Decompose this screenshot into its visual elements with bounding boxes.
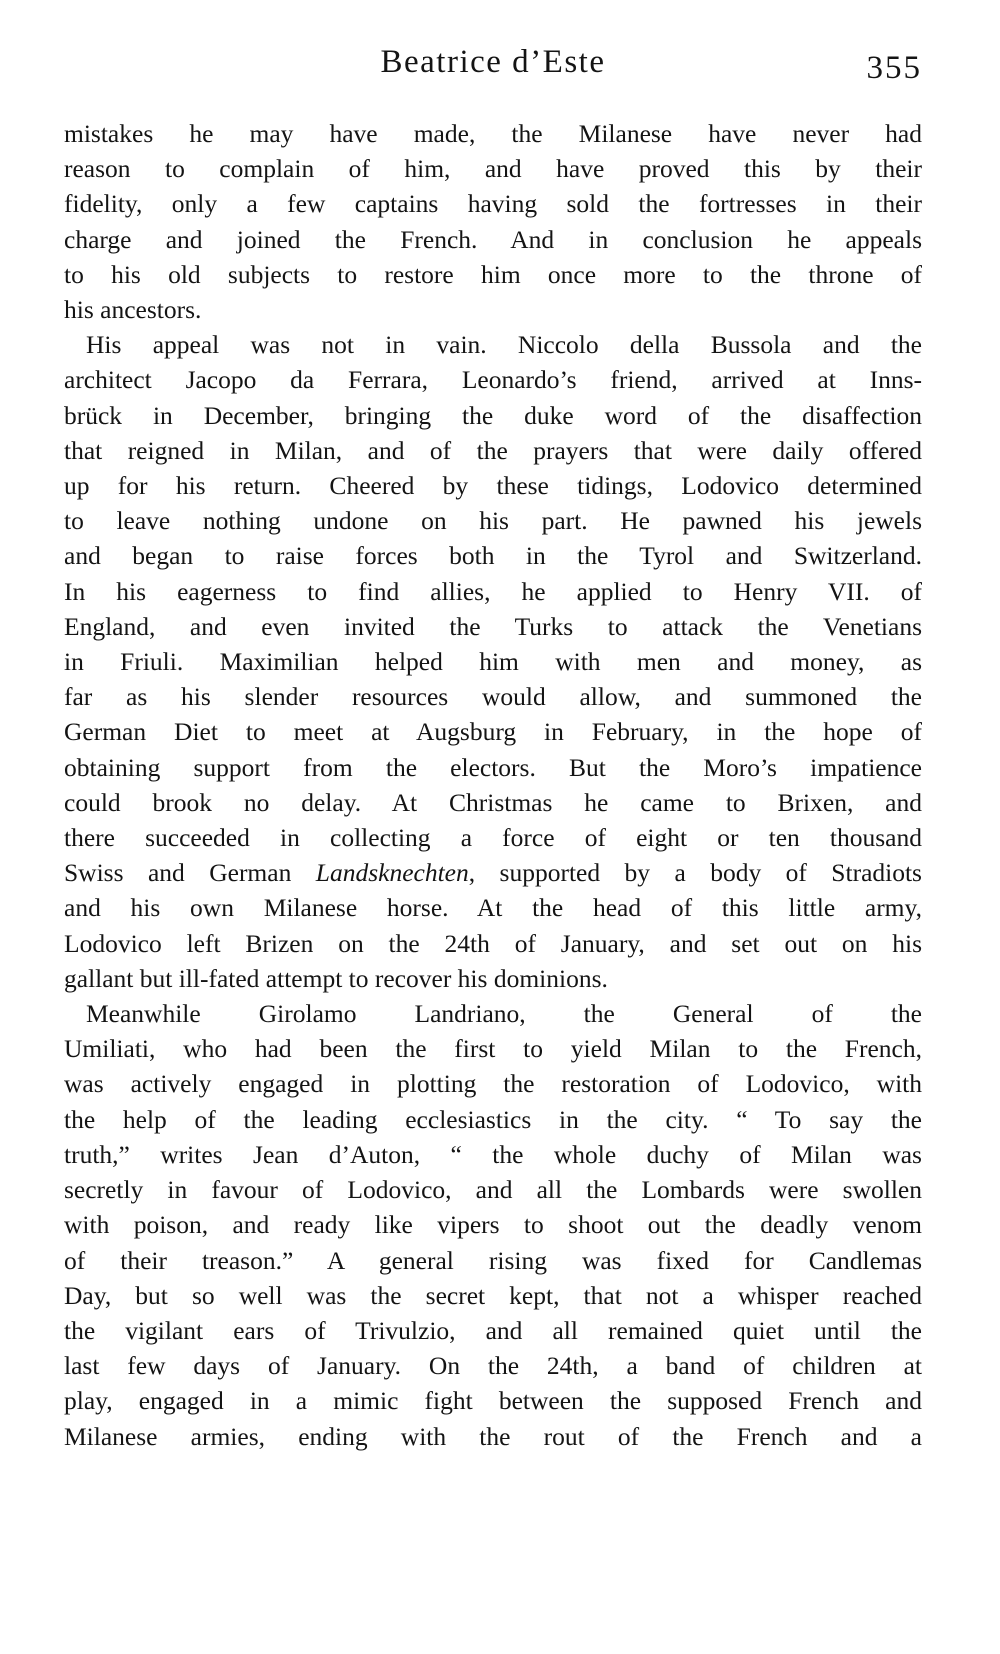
page-number: 355 [866,50,922,86]
text-line: truth,” writes Jean d’Auton, “ the whole duchy of Milan was [64,1139,922,1169]
text-line: In his eagerness to find allies, he applied to Henry VII. of [64,576,922,606]
paragraph-landriano [64,996,922,1454]
text-line: far as his slender resources would allow, and summoned the [64,682,922,712]
text-line: the vigilant ears of Trivulzio, and all remained quiet until the [64,1315,922,1345]
text-line: with poison, and ready like vipers to shoot out the deadly venom [64,1210,922,1240]
text-line: Umiliati, who had been the first to yield Milan to the French, [64,1034,922,1064]
text-line: the help of the leading ecclesiastics in the city. “ To say the [64,1104,922,1134]
text-line: up for his return. Cheered by these tidings, Lodovico determined [64,471,922,501]
italic-term: Landsknechten [315,858,469,888]
text-run: , supported by a body of Stradiots [468,858,922,888]
text-line: fidelity, only a few captains having sold the fortresses in their [64,189,922,219]
text-line [64,855,922,890]
text-line: brück in December, bringing the duke word of the disaffection [64,400,922,430]
text-line: secretly in favour of Lodovico, and all the Lombards were swollen [64,1175,922,1205]
text-line: was actively engaged in plotting the restoration of Lodovico, with [64,1069,922,1099]
body-text [64,116,922,1454]
text-run: Swiss and German [64,858,316,888]
text-line: and began to raise forces both in the Tyrol and Switzerland. [64,541,922,571]
text-line: His appeal was not in vain. Niccolo della Bussola and the [86,330,922,360]
text-line: and his own Milanese horse. At the head of this little army, [64,893,922,923]
text-line: Day, but so well was the secret kept, that not a whisper reached [64,1280,922,1310]
running-title: Beatrice d’Este [380,44,606,80]
text-line: Lodovico left Brizen on the 24th of January, and set out on his [64,928,922,958]
text-line: German Diet to meet at Augsburg in February, in the hope of [64,717,922,747]
text-line: there succeeded in collecting a force of eight or ten thousand [64,823,922,853]
running-head [64,44,922,94]
paragraph-appeal [64,327,922,996]
text-line: his ancestors. [64,295,202,325]
text-line: reason to complain of him, and have proved this by their [64,154,922,184]
text-line: gallant but ill-fated attempt to recover his dominions. [64,963,608,993]
text-line: to his old subjects to restore him once more to the throne of [64,259,922,289]
text-line: in Friuli. Maximilian helped him with men and money, as [64,647,922,677]
text-line: architect Jacopo da Ferrara, Leonardo’s friend, arrived at Inns- [64,365,922,395]
text-line: play, engaged in a mimic fight between the supposed French and [64,1386,922,1416]
text-line: mistakes he may have made, the Milanese have never had [64,119,922,148]
text-line: that reigned in Milan, and of the prayers that were daily offered [64,435,922,465]
text-line: charge and joined the French. And in conclusion he appeals [64,224,922,254]
text-line: England, and even invited the Turks to attack the Venetians [64,611,922,641]
text-line: last few days of January. On the 24th, a band of children at [64,1351,922,1381]
text-line: obtaining support from the electors. But the Moro’s impatience [64,752,922,782]
text-line: of their treason.” A general rising was fixed for Candlemas [64,1245,922,1275]
text-line: could brook no delay. At Christmas he came to Brixen, and [64,787,922,817]
text-line: Milanese armies, ending with the rout of the French and a [64,1421,922,1451]
text-line: to leave nothing undone on his part. He pawned his jewels [64,506,922,536]
paragraph-continued [64,116,922,327]
text-line: Meanwhile Girolamo Landriano, the General of the [86,999,922,1029]
